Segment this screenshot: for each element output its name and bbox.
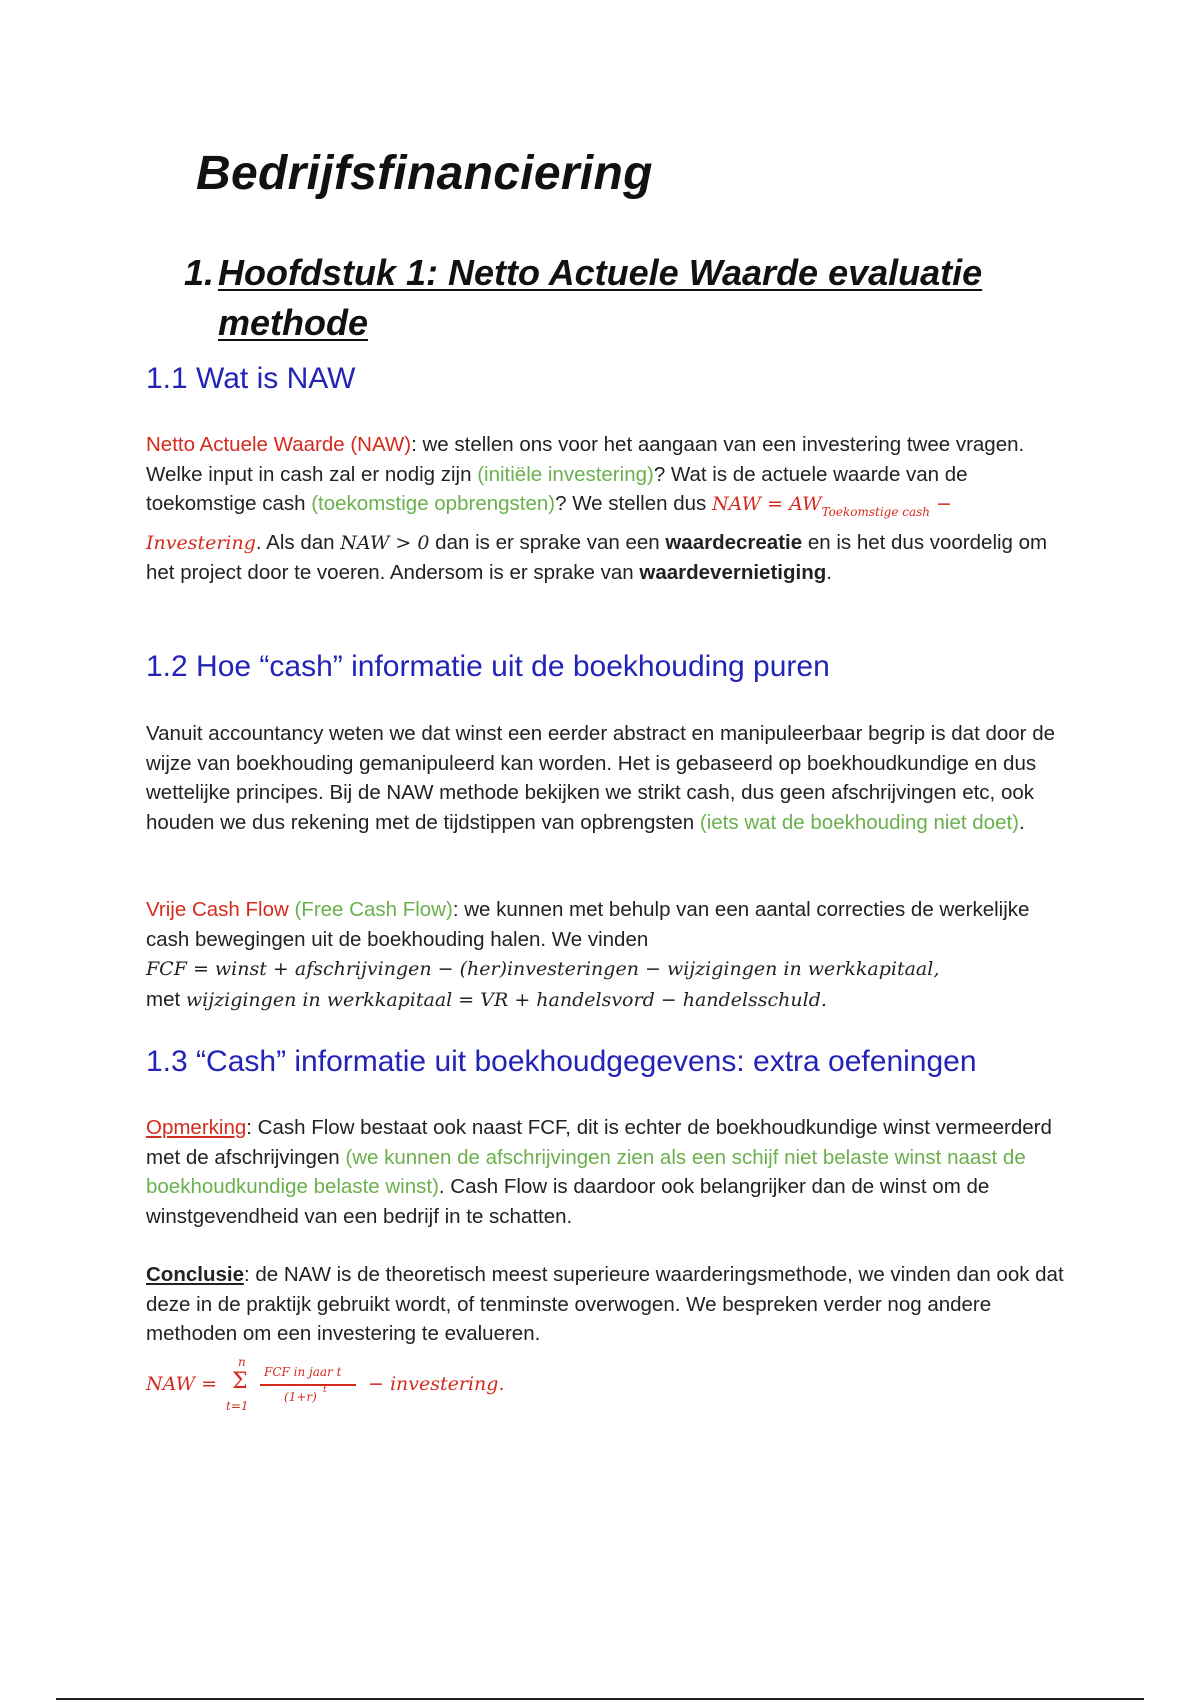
text: dan is er sprake van een: [429, 530, 666, 554]
note-afschrijvingen: (we kunnen de afschrijvingen zien als een schijf niet belaste winst naast de boekhoudkundige belaste winst): [146, 1145, 1026, 1198]
text: . Als dan: [255, 530, 341, 554]
term-vrije-cash-flow: Vrije Cash Flow: [146, 898, 289, 921]
formula-naw-subscript: Toekomstige cash: [821, 505, 931, 519]
section-heading-1-2: 1.2 Hoe “cash” informatie uit de boekhouding puren: [146, 650, 830, 683]
section-heading-1-1: 1.1 Wat is NAW: [146, 362, 356, 395]
paragraph-naw-definition: [146, 430, 1066, 588]
bold-waardecreatie: waardecreatie: [665, 530, 803, 554]
formula-naw-rest: − Investering: [146, 493, 952, 554]
text: : Cash Flow bestaat ook naast FCF, dit is echter de boekhoudkundige winst vermeerderd met de afschrijvingen: [146, 1116, 1052, 1169]
formula-naw-main: NAW = AW: [711, 493, 822, 515]
text: .: [826, 561, 832, 584]
formula-upper-limit: n: [238, 1355, 246, 1369]
bold-waardevernietiging: waardevernietiging: [639, 561, 827, 584]
text: ? Wat is de actuele waarde van de toekomstige cash: [146, 462, 968, 515]
paragraph-fcf: [146, 895, 1066, 1015]
paragraph-conclusie: [146, 1260, 1066, 1349]
note-free-cash-flow: (Free Cash Flow): [288, 898, 453, 921]
text: : we kunnen met behulp van een aantal correcties de werkelijke cash bewegingen uit de boekhouding halen. We vinden: [146, 898, 1030, 951]
text: : de NAW is de theoretisch meest superieure waarderingsmethode, we vinden dan ook dat deze in de praktijk gebruikt wordt, of tenminste overwogen. We bespreken verder nog andere methoden om een investering te evalueren.: [146, 1263, 1064, 1345]
formula-naw-condition: NAW > 0: [340, 531, 430, 554]
chapter-title-line2: methode: [218, 302, 369, 343]
document-title: Bedrijfsfinanciering: [196, 147, 653, 200]
formula-lhs: NAW =: [146, 1373, 218, 1395]
text: en is het dus voordelig om het project door te voeren. Andersom is er sprake van: [146, 530, 1048, 584]
paragraph-opmerking: [146, 1113, 1066, 1231]
term-naw: Netto Actuele Waarde (NAW): [146, 433, 412, 456]
formula-exponent: t: [323, 1385, 327, 1395]
formula-sigma: Σ: [232, 1369, 248, 1394]
formula-lower-limit: t=1: [226, 1399, 249, 1413]
chapter-number: 1.: [184, 252, 215, 293]
term-conclusie: Conclusie: [146, 1263, 244, 1286]
formula-naw-summation: [146, 1355, 566, 1415]
formula-werkkapitaal: wijzigingen in werkkapitaal = VR + handelsvord − handelsschuld.: [185, 988, 827, 1011]
text: met: [146, 987, 186, 1011]
formula-rest: − investering.: [368, 1373, 505, 1395]
text: . Cash Flow is daardoor ook belangrijker dan de winst om de winstgevendheid van een bedrijf in te schatten.: [146, 1175, 990, 1228]
note-boekhouding: (iets wat de boekhouding niet doet): [699, 810, 1019, 834]
chapter-heading: [184, 248, 1084, 348]
section-heading-1-3: 1.3 “Cash” informatie uit boekhoudgegevens: extra oefeningen: [146, 1045, 977, 1078]
note-initiele-investering: (initiële investering): [477, 462, 654, 486]
formula-fraction-line: [260, 1384, 356, 1386]
chapter-title-line1: Hoofdstuk 1: Netto Actuele Waarde evaluatie: [218, 252, 983, 293]
formula-denominator: (1+r): [284, 1390, 317, 1404]
formula-numerator: FCF in jaar t: [264, 1365, 342, 1379]
formula-fcf: FCF = winst + afschrijvingen − (her)investeringen − wijzigingen in werkkapitaal,: [146, 958, 940, 980]
term-opmerking: Opmerking: [146, 1116, 247, 1139]
paragraph-accountancy: [146, 719, 1066, 837]
text: ? We stellen dus: [555, 492, 712, 515]
text: .: [1019, 810, 1025, 834]
text: Vanuit accountancy weten we dat winst een eerder abstract en manipuleerbaar begrip is dat door de wijze van boekhouding gemanipuleerd kan worden. Het is gebaseerd op boekhoudkundige en dus wettelijke principes. Bij de NAW methode bekijken we strikt cash, dus geen afschrijvingen etc, ook houden we dus rekening met de tijdstippen van opbrengsten: [146, 722, 1056, 834]
text: : we stellen ons voor het aangaan van een investering twee vragen. Welke input in cash zal er nodig zijn: [146, 433, 1025, 486]
note-toekomstige-opbrengsten: (toekomstige opbrengsten): [311, 492, 556, 515]
